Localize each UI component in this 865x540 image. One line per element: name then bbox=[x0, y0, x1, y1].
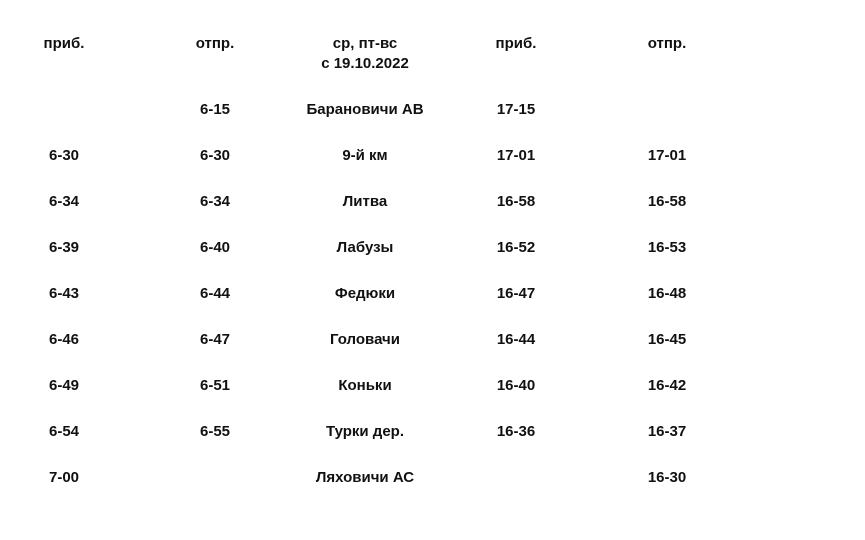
stop-name: Барановичи АВ bbox=[306, 101, 424, 118]
departure-time-return: 16-42 bbox=[647, 377, 687, 394]
stop-name: Лабузы bbox=[336, 239, 394, 256]
table-row bbox=[0, 330, 865, 376]
header-days: ср, пт-вс bbox=[332, 35, 398, 52]
table-row bbox=[0, 284, 865, 330]
header-valid-from: с 19.10.2022 bbox=[321, 55, 409, 72]
arrival-time-outbound: 6-34 bbox=[48, 193, 80, 210]
departure-time-outbound: 6-34 bbox=[199, 193, 231, 210]
departure-time-return: 16-45 bbox=[647, 331, 687, 348]
stop-name: Федюки bbox=[334, 285, 396, 302]
arrival-time-return: 16-47 bbox=[496, 285, 536, 302]
departure-time-outbound: 6-51 bbox=[199, 377, 231, 394]
arrival-time-outbound: 6-30 bbox=[48, 147, 80, 164]
stop-name: Литва bbox=[342, 193, 388, 210]
arrival-time-return: 16-44 bbox=[496, 331, 536, 348]
arrival-time-outbound: 6-43 bbox=[48, 285, 80, 302]
departure-time-outbound: 6-15 bbox=[199, 101, 231, 118]
departure-time-return: 16-30 bbox=[647, 469, 687, 486]
departure-time-outbound: 6-44 bbox=[199, 285, 231, 302]
departure-time-outbound: 6-40 bbox=[199, 239, 231, 256]
departure-time-return: 16-37 bbox=[647, 423, 687, 440]
stop-name: Ляховичи АС bbox=[315, 469, 415, 486]
stop-name: Головачи bbox=[330, 331, 400, 348]
arrival-time-return: 16-36 bbox=[496, 423, 536, 440]
arrival-time-return: 16-52 bbox=[496, 239, 536, 256]
header-arrival-left: приб. bbox=[43, 35, 85, 52]
timetable-header bbox=[0, 34, 865, 80]
arrival-time-outbound: 6-46 bbox=[48, 331, 80, 348]
arrival-time-outbound: 6-54 bbox=[48, 423, 80, 440]
departure-time-return: 16-48 bbox=[647, 285, 687, 302]
arrival-time-outbound: 6-39 bbox=[48, 239, 80, 256]
timetable-rows bbox=[0, 100, 865, 514]
table-row bbox=[0, 146, 865, 192]
stop-name: 9-й км bbox=[342, 147, 388, 164]
arrival-time-return: 16-58 bbox=[496, 193, 536, 210]
table-row bbox=[0, 100, 865, 146]
arrival-time-return: 17-15 bbox=[496, 101, 536, 118]
departure-time-return: 17-01 bbox=[647, 147, 687, 164]
table-row bbox=[0, 238, 865, 284]
table-row bbox=[0, 192, 865, 238]
header-arrival-right: приб. bbox=[495, 35, 537, 52]
arrival-time-outbound: 6-49 bbox=[48, 377, 80, 394]
departure-time-return: 16-58 bbox=[647, 193, 687, 210]
table-row bbox=[0, 468, 865, 514]
stop-name: Коньки bbox=[338, 377, 392, 394]
departure-time-outbound: 6-30 bbox=[199, 147, 231, 164]
table-row bbox=[0, 376, 865, 422]
departure-time-outbound: 6-55 bbox=[199, 423, 231, 440]
departure-time-return: 16-53 bbox=[647, 239, 687, 256]
arrival-time-return: 16-40 bbox=[496, 377, 536, 394]
header-departure-right: отпр. bbox=[647, 35, 687, 52]
arrival-time-return: 17-01 bbox=[496, 147, 536, 164]
header-departure-left: отпр. bbox=[195, 35, 235, 52]
stop-name: Турки дер. bbox=[326, 423, 404, 440]
departure-time-outbound: 6-47 bbox=[199, 331, 231, 348]
arrival-time-outbound: 7-00 bbox=[48, 469, 80, 486]
table-row bbox=[0, 422, 865, 468]
